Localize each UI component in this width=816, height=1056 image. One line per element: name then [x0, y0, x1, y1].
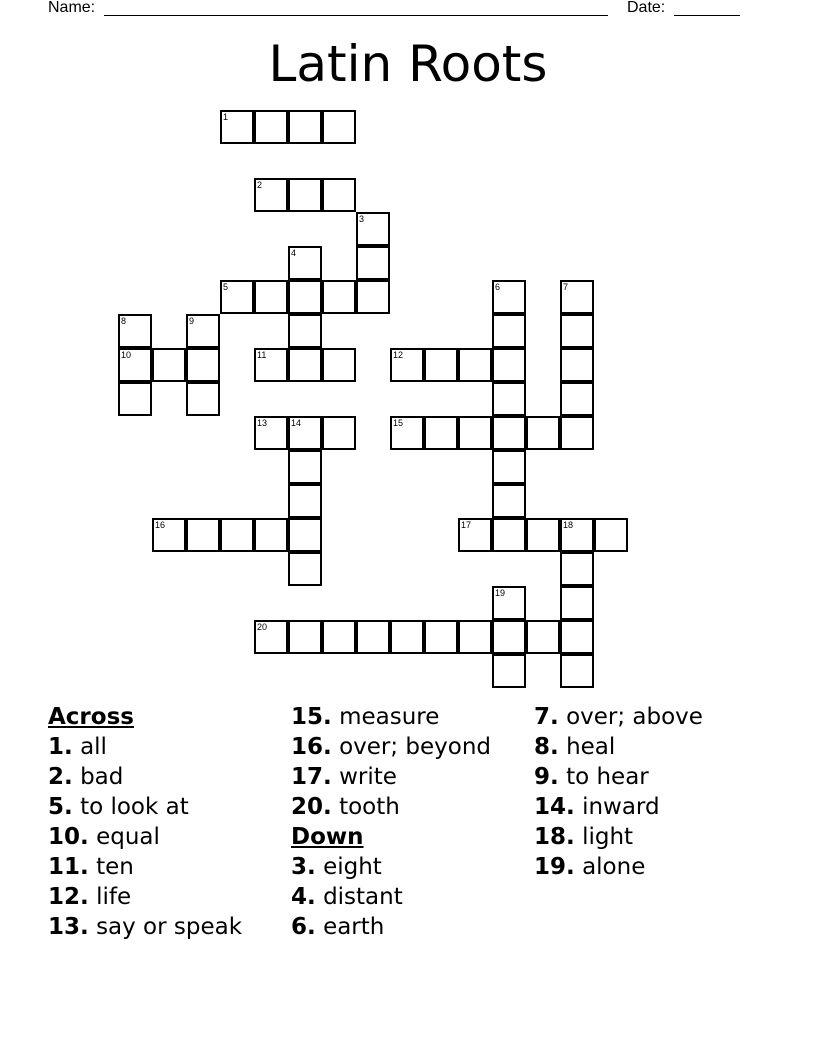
crossword-cell[interactable]	[560, 382, 594, 416]
crossword-cell[interactable]	[560, 348, 594, 382]
clue-item	[291, 702, 491, 732]
clue-number: 9	[189, 316, 195, 326]
clue-item-number: 11.	[48, 854, 89, 880]
crossword-cell[interactable]	[152, 348, 186, 382]
crossword-cell[interactable]	[458, 416, 492, 450]
crossword-cell[interactable]	[492, 348, 526, 382]
crossword-cell[interactable]	[560, 416, 594, 450]
crossword-cell[interactable]	[220, 280, 254, 314]
crossword-cell[interactable]	[288, 450, 322, 484]
clue-item-text: life	[96, 884, 132, 910]
clue-item	[48, 732, 242, 762]
clue-number: 14	[291, 418, 302, 428]
clue-number: 17	[461, 520, 472, 530]
crossword-cell[interactable]	[458, 348, 492, 382]
clue-item	[534, 822, 703, 852]
clue-item	[534, 762, 703, 792]
clue-item-text: light	[582, 824, 634, 850]
clue-item-text: alone	[582, 854, 646, 880]
crossword-cell[interactable]	[254, 620, 288, 654]
clue-number: 3	[359, 214, 365, 224]
clue-item-number: 8.	[534, 734, 559, 760]
clue-number: 20	[257, 622, 268, 632]
clue-number: 13	[257, 418, 268, 428]
crossword-cell[interactable]	[492, 280, 526, 314]
clue-item	[291, 882, 491, 912]
crossword-cell[interactable]	[492, 314, 526, 348]
clue-item-number: 6.	[291, 914, 316, 940]
clue-number: 4	[291, 248, 297, 258]
crossword-cell[interactable]	[560, 280, 594, 314]
date-field[interactable]	[674, 15, 740, 16]
crossword-cell[interactable]	[390, 620, 424, 654]
crossword-cell[interactable]	[220, 110, 254, 144]
crossword-cell[interactable]	[322, 348, 356, 382]
crossword-cell[interactable]	[118, 382, 152, 416]
crossword-cell[interactable]	[254, 416, 288, 450]
clue-number: 12	[393, 350, 404, 360]
crossword-cell[interactable]	[492, 586, 526, 620]
clue-item	[534, 702, 703, 732]
clue-number: 15	[393, 418, 404, 428]
clue-item-number: 2.	[48, 764, 73, 790]
crossword-cell[interactable]	[152, 518, 186, 552]
clue-item-number: 7.	[534, 704, 559, 730]
crossword-cell[interactable]	[424, 348, 458, 382]
clue-item	[534, 732, 703, 762]
crossword-cell[interactable]	[254, 348, 288, 382]
crossword-cell[interactable]	[458, 620, 492, 654]
crossword-cell[interactable]	[560, 552, 594, 586]
crossword-cell[interactable]	[560, 654, 594, 688]
crossword-cell[interactable]	[254, 178, 288, 212]
crossword-cell[interactable]	[288, 280, 322, 314]
clue-item	[291, 912, 491, 942]
clue-item-number: 14.	[534, 794, 575, 820]
clue-item-number: 18.	[534, 824, 575, 850]
clue-item	[48, 912, 242, 942]
crossword-cell[interactable]	[322, 620, 356, 654]
crossword-cell[interactable]	[390, 416, 424, 450]
clue-item	[48, 822, 242, 852]
crossword-cell[interactable]	[288, 416, 322, 450]
crossword-cell[interactable]	[560, 518, 594, 552]
crossword-cell[interactable]	[356, 620, 390, 654]
clue-item-number: 5.	[48, 794, 73, 820]
crossword-cell[interactable]	[424, 620, 458, 654]
crossword-cell[interactable]	[118, 314, 152, 348]
crossword-cell[interactable]	[526, 518, 560, 552]
clue-item-text: over; above	[566, 704, 703, 730]
clue-item-text: over; beyond	[339, 734, 492, 760]
crossword-cell[interactable]	[322, 416, 356, 450]
clue-item	[291, 792, 491, 822]
crossword-cell[interactable]	[492, 484, 526, 518]
clue-number: 18	[563, 520, 574, 530]
clue-number: 11	[257, 350, 267, 360]
crossword-cell[interactable]	[288, 314, 322, 348]
clue-item-number: 17.	[291, 764, 332, 790]
crossword-cell[interactable]	[492, 518, 526, 552]
crossword-cell[interactable]	[560, 314, 594, 348]
clue-column-2	[291, 702, 491, 942]
crossword-cell[interactable]	[322, 178, 356, 212]
crossword-cell[interactable]	[492, 450, 526, 484]
crossword-cell[interactable]	[322, 110, 356, 144]
clue-item	[534, 792, 703, 822]
crossword-cell[interactable]	[118, 348, 152, 382]
crossword-cell[interactable]	[560, 586, 594, 620]
page-title: Latin Roots	[268, 35, 548, 93]
clue-number: 1	[223, 112, 229, 122]
clue-item-text: eight	[323, 854, 382, 880]
clue-number: 10	[121, 350, 132, 360]
clue-column-3	[534, 702, 703, 882]
header	[0, 0, 816, 19]
clue-number: 6	[495, 282, 501, 292]
crossword-cell[interactable]	[254, 280, 288, 314]
crossword-cell[interactable]	[288, 110, 322, 144]
clue-item	[48, 762, 242, 792]
clue-item-text: tooth	[339, 794, 400, 820]
clue-item-number: 16.	[291, 734, 332, 760]
clue-item-text: to look at	[80, 794, 189, 820]
clue-item-number: 4.	[291, 884, 316, 910]
crossword-cell[interactable]	[356, 280, 390, 314]
name-field[interactable]	[104, 15, 608, 16]
clue-item-number: 9.	[534, 764, 559, 790]
crossword-cell[interactable]	[288, 246, 322, 280]
clue-section-heading: Down	[291, 824, 364, 850]
clue-item-text: to hear	[566, 764, 649, 790]
clue-number: 8	[121, 316, 127, 326]
crossword-cell[interactable]	[492, 654, 526, 688]
clue-item-number: 20.	[291, 794, 332, 820]
clue-item-text: ten	[96, 854, 134, 880]
clue-item-text: measure	[339, 704, 440, 730]
clue-item-text: distant	[323, 884, 403, 910]
crossword-cell[interactable]	[220, 518, 254, 552]
crossword-cell[interactable]	[186, 382, 220, 416]
crossword-cell[interactable]	[356, 212, 390, 246]
clue-column-1	[48, 702, 242, 942]
crossword-cell[interactable]	[526, 620, 560, 654]
clue-item	[48, 882, 242, 912]
crossword-cell[interactable]	[288, 518, 322, 552]
clue-number: 2	[257, 180, 263, 190]
crossword-cell[interactable]	[424, 416, 458, 450]
clue-item-text: earth	[323, 914, 385, 940]
clue-item-number: 13.	[48, 914, 89, 940]
clue-item	[48, 792, 242, 822]
crossword-cell[interactable]	[492, 382, 526, 416]
clue-item-text: equal	[96, 824, 160, 850]
clue-item-text: write	[339, 764, 397, 790]
crossword-cell[interactable]	[254, 518, 288, 552]
crossword-cell[interactable]	[288, 178, 322, 212]
clue-item-number: 3.	[291, 854, 316, 880]
crossword-cell[interactable]	[492, 620, 526, 654]
clue-item-number: 1.	[48, 734, 73, 760]
clue-item-text: inward	[582, 794, 660, 820]
crossword-cell[interactable]	[492, 416, 526, 450]
clue-item	[291, 732, 491, 762]
clue-item-text: heal	[566, 734, 616, 760]
crossword-cell[interactable]	[390, 348, 424, 382]
crossword-cell[interactable]	[186, 348, 220, 382]
clue-item-text: bad	[80, 764, 124, 790]
clue-item-number: 10.	[48, 824, 89, 850]
clue-number: 16	[155, 520, 166, 530]
crossword-cell[interactable]	[356, 246, 390, 280]
crossword-cell[interactable]	[186, 518, 220, 552]
name-label: Name:	[48, 0, 96, 16]
clue-item	[291, 852, 491, 882]
clue-item-number: 15.	[291, 704, 332, 730]
clue-item	[48, 852, 242, 882]
crossword-cell[interactable]	[288, 348, 322, 382]
crossword-cell[interactable]	[458, 518, 492, 552]
clue-number: 7	[563, 282, 569, 292]
crossword-cell[interactable]	[560, 620, 594, 654]
clue-section-heading: Across	[48, 704, 134, 730]
clue-item-text: all	[80, 734, 107, 760]
crossword-cell[interactable]	[254, 110, 288, 144]
clue-item	[534, 852, 703, 882]
clue-item-number: 12.	[48, 884, 89, 910]
crossword-cell[interactable]	[288, 552, 322, 586]
crossword-cell[interactable]	[322, 280, 356, 314]
crossword-cell[interactable]	[288, 484, 322, 518]
clue-item-number: 19.	[534, 854, 575, 880]
crossword-cell[interactable]	[288, 620, 322, 654]
clue-number: 5	[223, 282, 229, 292]
clue-item-text: say or speak	[96, 914, 243, 940]
clue-item	[291, 762, 491, 792]
date-label: Date:	[627, 0, 666, 16]
clue-number: 19	[495, 588, 506, 598]
crossword-cell[interactable]	[526, 416, 560, 450]
crossword-cell[interactable]	[594, 518, 628, 552]
crossword-cell[interactable]	[186, 314, 220, 348]
